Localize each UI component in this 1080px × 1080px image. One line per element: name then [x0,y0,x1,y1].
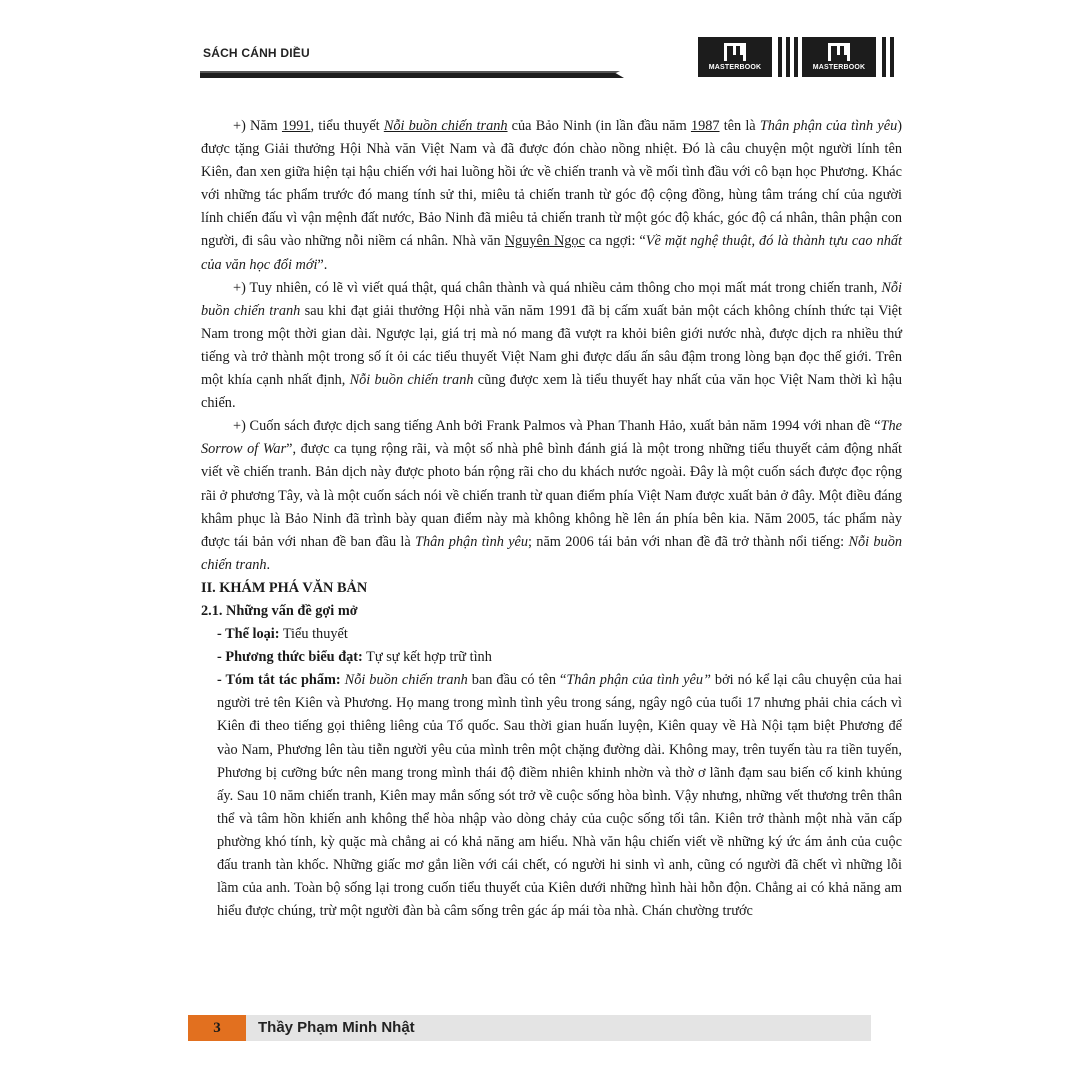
footer-author: Thầy Phạm Minh Nhật [258,1019,415,1036]
logo-label: MASTERBOOK [812,64,866,71]
page-content [201,115,902,923]
method-item: - Phương thức biểu đạt: Tự sự kết hợp trữ tình [217,649,492,666]
paragraph-award: +) Năm 1991, tiểu thuyết Nỗi buồn chiến tranh của Bảo Ninh (in lần đầu năm 1987 tên là Thân phận của tình yêu) được tặng Giải thưởng Hội Nhà văn Việt Nam và đã được đón chào nồng nhiệt. Đó là câu chuyện một người lính tên Kiên, đan xen giữa hiện tại hậu chiến với hai luồng hồi ức về chiến tranh và về mối tình đầu với cô bạn học Phương. Khác với những tác phẩm trước đó mang tính sử thi, miêu tả chiến tranh từ góc độ cộng đồng, hùng tâm tráng chí của người lính chiến đấu vì vận mệnh đất nước, Bảo Ninh đã miêu tả chiến tranh từ một góc độ khác, góc độ cá nhân, thân phận con người, đi sâu vào những nỗi niềm cá nhân. Nhà văn Nguyên Ngọc ca ngợi: “Về mặt nghệ thuật, đó là thành tựu cao nhất của văn học đổi mới”. [201,118,902,273]
logo-divider-bar [794,37,798,77]
logo-divider-bar [882,37,886,77]
summary-item: - Tóm tắt tác phẩm: Nỗi buồn chiến tranh ban đầu có tên “Thân phận của tình yêu” bởi nó kể lại câu chuyện của hai người trẻ tên Kiên và Phương. Họ mang trong mình tình yêu trong sáng, ngây ngô của tuổi 17 nhưng phải chia cách vì Kiên đi theo tiếng gọi thiêng liêng của Tổ quốc. Sau thời gian huấn luyện, Kiên quay về Hà Nội tạm biệt Phương để vào Nam, Phương lên tàu tiễn người yêu của mình trên một chặng đường dài. Không may, trên tuyến tàu ra tiền tuyến, Phương bị cưỡng bức nên mang trong mình thái độ điềm nhiên khinh nhờn và thờ ơ lãnh đạm sau biến cố kinh khủng ấy. Sau 10 năm chiến tranh, Kiên may mắn sống sót trở về cuộc sống hòa bình. Vậy nhưng, những vết thương trên thân thể và tâm hồn khiến anh không thể hòa nhập vào dòng chảy của cuộc sống tối tân. Kiên trở thành một nhà văn cấp phường khó tính, kỳ quặc mà chẳng ai có khả năng am hiểu. Nhà văn hậu chiến viết về những ký ức ám ảnh của cuộc đấu tranh tàn khốc. Những giấc mơ gắn liền với cái chết, có người hi sinh vì anh, cũng có người đã chết vì những lỗi lầm của anh. Toàn bộ sống lại trong cuốn tiểu thuyết của Kiên dưới những hình hài hỗn độn. Chẳng ai có khả năng am hiểu được chúng, trừ một người đàn bà câm sống trên gác áp mái tòa nhà. Chán chường trước [217,672,902,920]
subsection-heading: 2.1. Những vấn đề gợi mở [201,602,358,619]
masterbook-logo-left [698,37,772,77]
logo-divider-bar [890,37,894,77]
genre-item: - Thể loại: Tiểu thuyết [217,626,348,643]
m-logo-icon [724,43,746,61]
paragraph-translation: +) Cuốn sách được dịch sang tiếng Anh bởi Frank Palmos và Phan Thanh Hảo, xuất bản năm 1994 với nhan đề “The Sorrow of War”, được ca tụng rộng rãi, và một số nhà phê bình đánh giá là một trong những tiểu thuyết cảm động nhất viết về chiến tranh. Bản dịch này được photo bán rộng rãi cho du khách nước ngoài. Đây là một cuốn sách được đọc rộng rãi ở phương Tây, và là một cuốn sách nói về chiến tranh từ quan điểm phía Việt Nam được xuất bản ở đây. Một điều đáng khâm phục là Bảo Ninh đã trình bày quan điểm này mà không không hề lên án phía bên kia. Năm 2005, tác phẩm này được tái bản với nhan đề ban đầu là Thân phận tình yêu; năm 2006 tái bản với nhan đề đã trở thành nổi tiếng: Nỗi buồn chiến tranh. [201,418,903,573]
logo-divider-bar [786,37,790,77]
logo-divider-bar [778,37,782,77]
header-rule [0,0,1080,90]
section-heading: II. KHÁM PHÁ VĂN BẢN [201,579,368,596]
m-logo-icon [828,43,850,61]
paragraph-ban: +) Tuy nhiên, có lẽ vì viết quá thật, quá chân thành và quá nhiều cảm thông cho mọi mất mát trong chiến tranh, Nỗi buồn chiến tranh sau khi đạt giải thưởng Hội nhà văn năm 1991 đã bị cấm xuất bản một cách không chính thức tại Việt Nam trong một thời gian dài. Ngược lại, giá trị mà nó mang đã vượt ra khỏi biên giới nước nhà, được dịch ra nhiều thứ tiếng và trở thành một trong số ít ỏi các tiểu thuyết Việt Nam ghi được dấu ấn sâu đậm trong lòng bạn đọc thế giới. Trên một khía cạnh nhất định, Nỗi buồn chiến tranh cũng được xem là tiểu thuyết hay nhất của văn học Việt Nam thời kì hậu chiến. [201,279,902,412]
logo-label: MASTERBOOK [708,64,762,71]
masterbook-logo-right [802,37,876,77]
header-title: SÁCH CÁNH DIỀU [203,46,310,60]
page-number: 3 [188,1015,246,1041]
